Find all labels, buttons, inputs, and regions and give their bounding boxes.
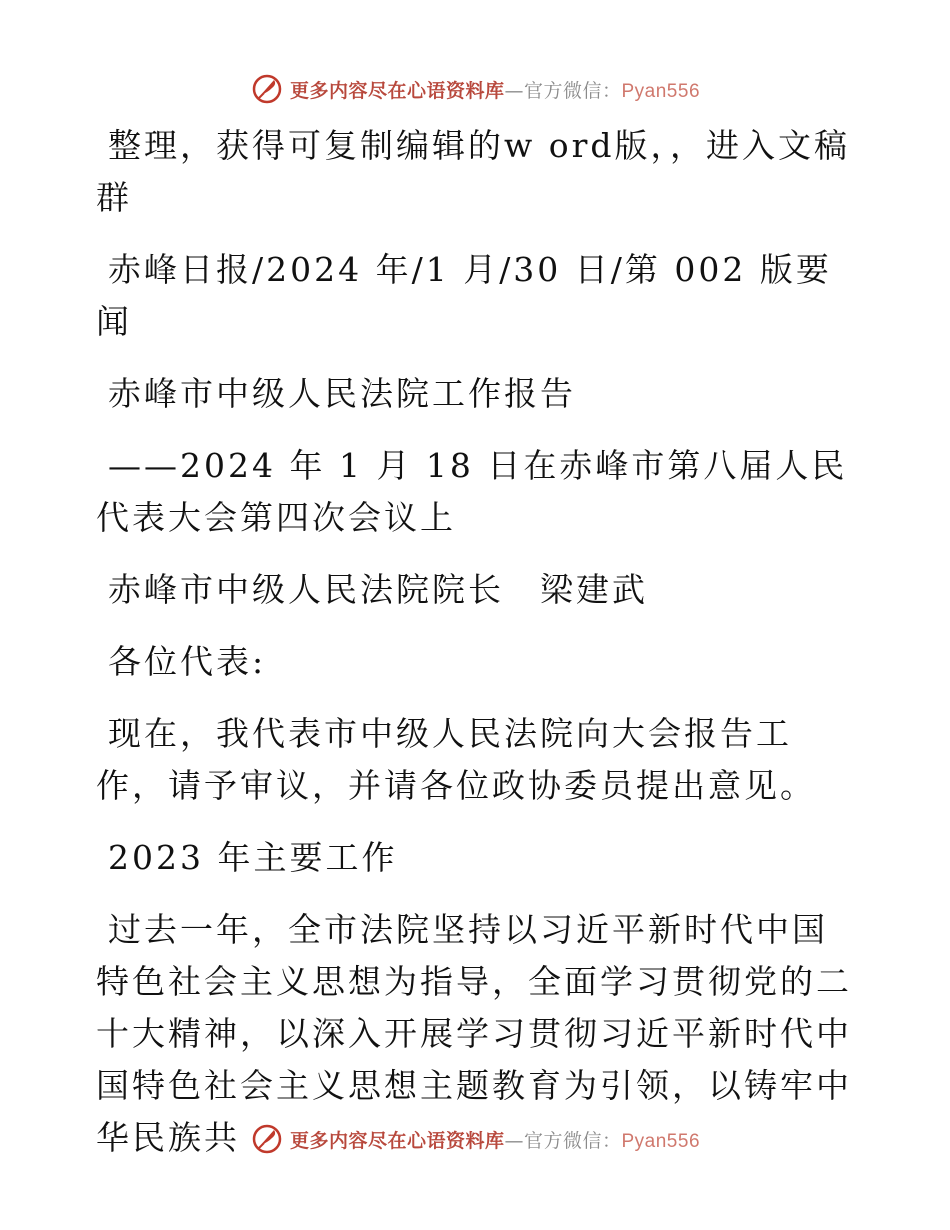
paragraph-text: 过去一年，全市法院坚持以习近平新时代中国特色社会主义思想为指导，全面学习贯彻党的二十大精神，以深入开展学习贯彻习近平新时代中国特色社会主义思想主题教育为引领，以铸牢中华民族共 [96, 910, 852, 1157]
report-title [96, 368, 856, 420]
watermark-brand: 更多内容尽在心语资料库 [289, 79, 505, 102]
watermark-brand: 更多内容尽在心语资料库 [289, 1129, 505, 1152]
watermark-id: Pyan556 [621, 1130, 701, 1152]
paragraph-text: 2023 年主要工作 [108, 838, 398, 877]
watermark-text [290, 76, 700, 103]
watermark-id: Pyan556 [621, 80, 701, 102]
feather-pen-logo-icon [250, 1122, 284, 1156]
paragraph-text: 现在，我代表市中级人民法院向大会报告工作，请予审议，并请各位政协委员提出意见。 [96, 714, 816, 805]
paragraph-text: 赤峰市中级人民法院工作报告 [108, 374, 576, 413]
paragraph-text: 各位代表: [108, 642, 267, 681]
watermark-dash: — [504, 1129, 524, 1152]
paragraph-text: ——2024 年 1 月 18 日在赤峰市第八届人民代表大会第四次会议上 [96, 446, 848, 537]
paragraph-text: 赤峰市中级人民法院院长 梁建武 [108, 570, 648, 609]
paragraph-text: 赤峰日报/2024 年/1 月/30 日/第 002 版要闻 [96, 250, 832, 341]
report-author [96, 564, 856, 616]
feather-pen-logo-icon [250, 72, 284, 106]
salutation [96, 636, 856, 688]
watermark-dash: — [504, 79, 524, 102]
report-subtitle [96, 440, 856, 544]
watermark-text [290, 1126, 700, 1153]
paragraph-text: 整理，获得可复制编辑的w ord版，，进入文稿群 [96, 126, 851, 217]
document-body [96, 120, 856, 1184]
watermark-label: 官方微信： [523, 79, 622, 102]
paragraph-intro [96, 120, 856, 224]
header-watermark [0, 72, 950, 106]
footer-watermark [0, 1122, 950, 1156]
paragraph-opening [96, 708, 856, 812]
section-heading [96, 832, 856, 884]
watermark-label: 官方微信： [523, 1129, 622, 1152]
paragraph-source [96, 244, 856, 348]
